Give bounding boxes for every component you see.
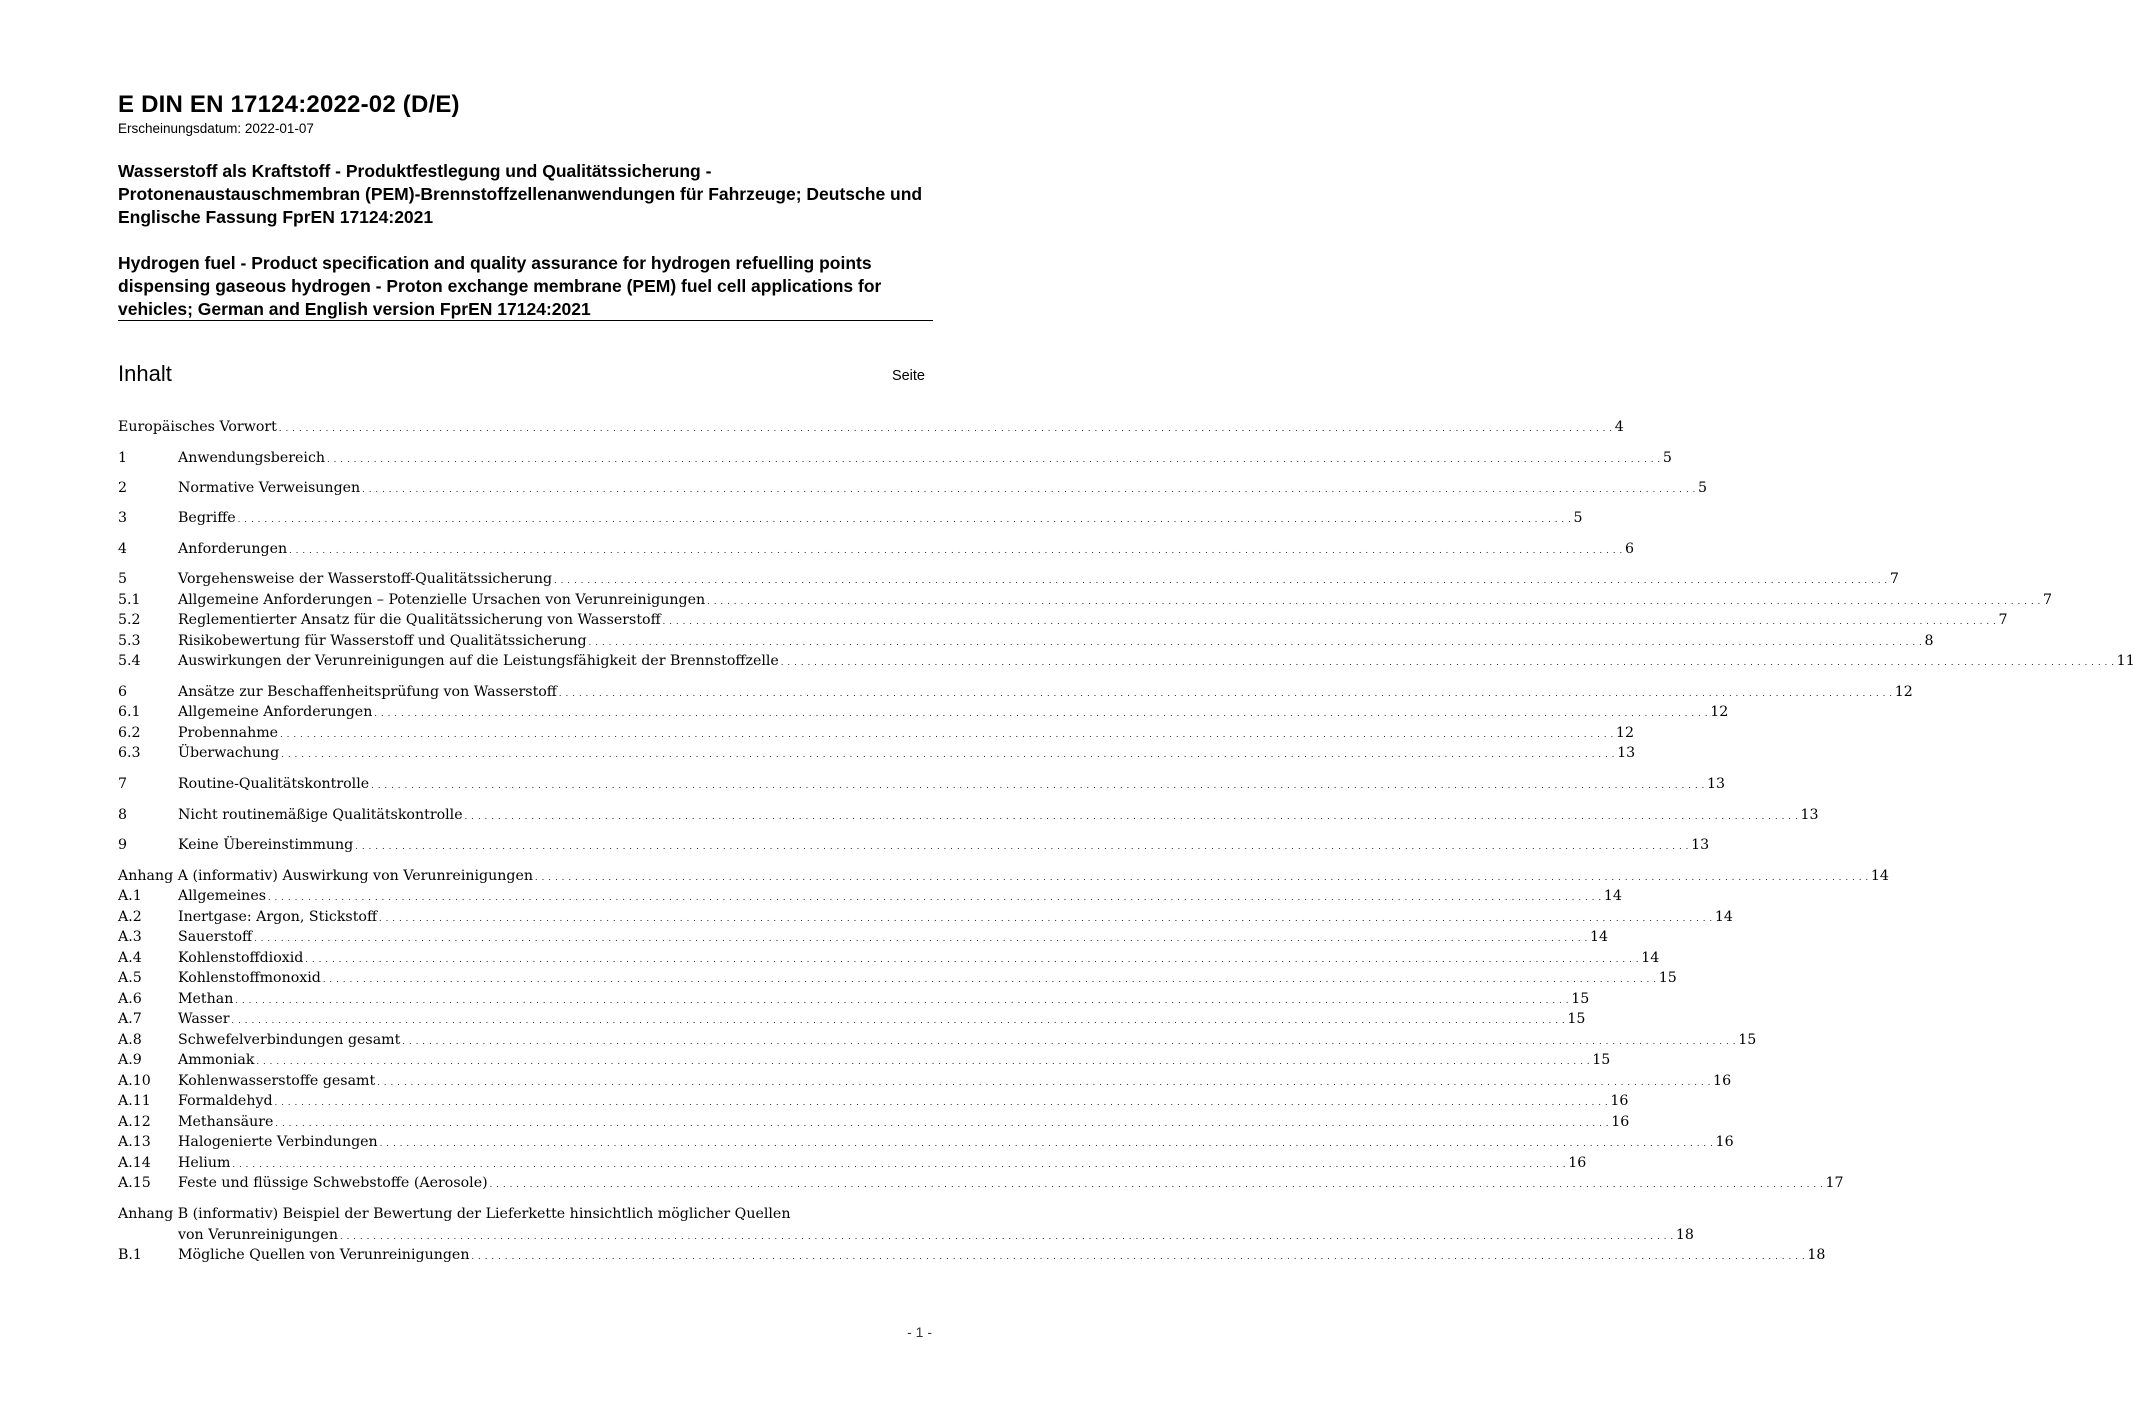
toc-entry-page: 8 (1924, 633, 1934, 649)
toc-entry-title: Allgemeines (178, 888, 266, 904)
toc-entry-page: 6 (1624, 541, 1634, 557)
toc-dot-leader: . . . . . . . . . . . . . . . . . . . . . . . . . . . . . . . . . . . . . . . . . . . . . . . . . . . . . . . . . . . . . . . . . . . . . . . . . . . . . . . . . . . . . . . . . . . . . . . . . . . . . . . . . . . . . . . . . . . . . . . . . . . . . . . . . . . . . . . . . . . . . . . . . . . . . . . . . . . . . . . . . . . . . . . . . . . . . . . . . . . . . . . . . . . . . . . . . . . . . . . . (780, 658, 2115, 667)
toc-dot-leader: . . . . . . . . . . . . . . . . . . . . . . . . . . . . . . . . . . . . . . . . . . . . . . . . . . . . . . . . . . . . . . . . . . . . . . . . . . . . . . . . . . . . . . . . . . . . . . . . . . . . . . . . . . . . . . . . . . . . . . . . . . . . . . . . . . . . . . . . . . . . . . . . . . . . . . . . . . . . . . . . . . . . . . . . . . . . . . . . . . . . . . . . . . . . . . . . . . . . . . . . (402, 1037, 1737, 1046)
toc-entry-title: Halogenierte Verbindungen (178, 1134, 378, 1150)
toc-entry-page: 5 (1662, 450, 1672, 466)
toc-entry-page: 14 (1870, 868, 1889, 884)
toc-entry-page: 16 (1713, 1073, 1732, 1089)
toc-entry-title: Allgemeine Anforderungen (178, 704, 373, 720)
toc-entry-page: 11 (2116, 653, 2135, 669)
toc-dot-leader: . . . . . . . . . . . . . . . . . . . . . . . . . . . . . . . . . . . . . . . . . . . . . . . . . . . . . . . . . . . . . . . . . . . . . . . . . . . . . . . . . . . . . . . . . . . . . . . . . . . . . . . . . . . . . . . . . . . . . . . . . . . . . . . . . . . . . . . . . . . . . . . . . . . . . . . . . . . . . . . . . . . . . . . . . . . . . . . . . . . . . . . . . . . . . . . . . . . . . . . . (535, 873, 1869, 882)
toc-entry-number: 4 (118, 541, 128, 557)
toc-entry-page: 5 (1573, 510, 1583, 526)
toc-entry-number: 1 (118, 450, 128, 466)
toc-entry-page: 13 (1691, 837, 1710, 853)
toc-entry-title: Reglementierter Ansatz für die Qualitätssicherung von Wasserstoff (178, 612, 661, 628)
toc-entry[interactable] (118, 448, 1672, 468)
toc-entry-number: A.15 (118, 1175, 151, 1191)
toc-entry-title: Überwachung (178, 745, 280, 761)
toc-entry[interactable] (118, 1132, 1734, 1152)
toc-entry[interactable] (118, 631, 1934, 651)
toc-entry-page: 15 (1658, 970, 1677, 986)
toc-entry-title: Ammoniak (178, 1052, 255, 1068)
toc-dot-leader: . . . . . . . . . . . . . . . . . . . . . . . . . . . . . . . . . . . . . . . . . . . . . . . . . . . . . . . . . . . . . . . . . . . . . . . . . . . . . . . . . . . . . . . . . . . . . . . . . . . . . . . . . . . . . . . . . . . . . . . . . . . . . . . . . . . . . . . . . . . . . . . . . . . . . . . . . . . . . . . . . . . . . . . . . . . . . . . . . . . . . . . . . . . . . . . . . . . . . . . . (254, 934, 1588, 943)
toc-dot-leader: . . . . . . . . . . . . . . . . . . . . . . . . . . . . . . . . . . . . . . . . . . . . . . . . . . . . . . . . . . . . . . . . . . . . . . . . . . . . . . . . . . . . . . . . . . . . . . . . . . . . . . . . . . . . . . . . . . . . . . . . . . . . . . . . . . . . . . . . . . . . . . . . . . . . . . . . . . . . . . . . . . . . . . . . . . . . . . . . . . . . . . . . . . . . . . . . . . . . . . . . (379, 914, 1713, 923)
toc-entry-title: Feste und flüssige Schwebstoffe (Aerosole) (178, 1175, 488, 1191)
toc-dot-leader: . . . . . . . . . . . . . . . . . . . . . . . . . . . . . . . . . . . . . . . . . . . . . . . . . . . . . . . . . . . . . . . . . . . . . . . . . . . . . . . . . . . . . . . . . . . . . . . . . . . . . . . . . . . . . . . . . . . . . . . . . . . . . . . . . . . . . . . . . . . . . . . . . . . . . . . . . . . . . . . . . . . . . . . . . . . . . . . . . . . . . . . . . . . . . . . . . . . . . . . . (662, 617, 1997, 626)
toc-entry-number: A.8 (118, 1032, 142, 1048)
toc-dot-leader: . . . . . . . . . . . . . . . . . . . . . . . . . . . . . . . . . . . . . . . . . . . . . . . . . . . . . . . . . . . . . . . . . . . . . . . . . . . . . . . . . . . . . . . . . . . . . . . . . . . . . . . . . . . . . . . . . . . . . . . . . . . . . . . . . . . . . . . . . . . . . . . . . . . . . . . . . . . . . . . . . . . . . . . . . . . . . . . . . . . . . . . . . . . . . . . . . . . . . . . . (362, 485, 1697, 494)
toc-entry-page: 15 (1592, 1052, 1611, 1068)
toc-dot-leader: . . . . . . . . . . . . . . . . . . . . . . . . . . . . . . . . . . . . . . . . . . . . . . . . . . . . . . . . . . . . . . . . . . . . . . . . . . . . . . . . . . . . . . . . . . . . . . . . . . . . . . . . . . . . . . . . . . . . . . . . . . . . . . . . . . . . . . . . . . . . . . . . . . . . . . . . . . . . . . . . . . . . . . . . . . . . . . . . . . . . . . . . . . . . . . . . . . . . . . . . (274, 1098, 1609, 1107)
toc-entry[interactable] (118, 989, 1590, 1009)
toc-dot-leader: . . . . . . . . . . . . . . . . . . . . . . . . . . . . . . . . . . . . . . . . . . . . . . . . . . . . . . . . . . . . . . . . . . . . . . . . . . . . . . . . . . . . . . . . . . . . . . . . . . . . . . . . . . . . . . . . . . . . . . . . . . . . . . . . . . . . . . . . . . . . . . . . . . . . . . . . . . . . . . . . . . . . . . . . . . . . . . . . . . . . . . . . . . . . . . . . . . . . . . . . (374, 709, 1709, 718)
toc-entry-title: Ansätze zur Beschaffenheitsprüfung von Wasserstoff (178, 684, 557, 700)
toc-entry-title: Risikobewertung für Wasserstoff und Qualitätssicherung (178, 633, 587, 649)
toc-entry-page: 14 (1589, 929, 1609, 945)
toc-entry[interactable] (118, 1245, 1826, 1265)
toc-entry[interactable] (118, 927, 1609, 947)
header-divider (118, 320, 933, 321)
toc-entry[interactable] (118, 774, 1726, 794)
toc-entry-title: Sauerstoff (178, 929, 253, 945)
toc-entry-number: 2 (118, 480, 128, 496)
toc-entry-number: 9 (118, 837, 128, 853)
toc-entry-title: Anwendungsbereich (178, 450, 326, 466)
toc-entry-number: B.1 (118, 1247, 142, 1263)
toc-dot-leader: . . . . . . . . . . . . . . . . . . . . . . . . . . . . . . . . . . . . . . . . . . . . . . . . . . . . . . . . . . . . . . . . . . . . . . . . . . . . . . . . . . . . . . . . . . . . . . . . . . . . . . . . . . . . . . . . . . . . . . . . . . . . . . . . . . . . . . . . . . . . . . . . . . . . . . . . . . . . . . . . . . . . . . . . . . . . . . . . . . . . . . . . . . . . . . . . . . . . . . . . (256, 1057, 1591, 1066)
toc-entry-title: Kohlenstoffdioxid (178, 950, 304, 966)
toc-entry[interactable] (118, 478, 1708, 498)
toc-dot-leader: . . . . . . . . . . . . . . . . . . . . . . . . . . . . . . . . . . . . . . . . . . . . . . . . . . . . . . . . . . . . . . . . . . . . . . . . . . . . . . . . . . . . . . . . . . . . . . . . . . . . . . . . . . . . . . . . . . . . . . . . . . . . . . . . . . . . . . . . . . . . . . . . . . . . . . . . . . . . . . . . . . . . . . . . . . . . . . . . . . . . . . . . . . . . . . . . . . . . . . . . (707, 597, 2041, 606)
toc-entry-title: Schwefelverbindungen gesamt (178, 1032, 401, 1048)
toc-entry-title: Methan (178, 991, 234, 1007)
toc-entry-title: Vorgehensweise der Wasserstoff-Qualitätssicherung (178, 571, 553, 587)
toc-entry[interactable] (118, 1204, 1694, 1246)
toc-page-column-label: Seite (891, 368, 925, 384)
toc-entry-title: Normative Verweisungen (178, 480, 361, 496)
toc-entry-title: Mögliche Quellen von Verunreinigungen (178, 1247, 470, 1263)
toc-dot-leader: . . . . . . . . . . . . . . . . . . . . . . . . . . . . . . . . . . . . . . . . . . . . . . . . . . . . . . . . . . . . . . . . . . . . . . . . . . . . . . . . . . . . . . . . . . . . . . . . . . . . . . . . . . . . . . . . . . . . . . . . . . . . . . . . . . . . . . . . . . . . . . . . . . . . . . . . . . . . . . . . . . . . . . . . . . . . . . . . . . . . . . . . . . . . . . . . . . . . . . . . (232, 1160, 1567, 1169)
toc-entry-number: A.4 (118, 950, 142, 966)
toc-entry[interactable] (118, 1091, 1629, 1111)
toc-entry-page: 18 (1675, 1227, 1694, 1243)
toc-dot-leader: . . . . . . . . . . . . . . . . . . . . . . . . . . . . . . . . . . . . . . . . . . . . . . . . . . . . . . . . . . . . . . . . . . . . . . . . . . . . . . . . . . . . . . . . . . . . . . . . . . . . . . . . . . . . . . . . . . . . . . . . . . . . . . . . . . . . . . . . . . . . . . . . . . . . . . . . . . . . . . . . . . . . . . . . . . . . . . . . . . . . . . . . . . . . . . . . . . . . . . . . (464, 812, 1799, 821)
toc-entry-title: Inertgase: Argon, Stickstoff (178, 909, 378, 925)
toc-entry-page: 7 (1889, 571, 1899, 587)
toc-entry-page: 17 (1825, 1175, 1844, 1191)
toc-entry[interactable] (118, 651, 2135, 671)
toc-entry-number: 3 (118, 510, 128, 526)
toc-entry-number: A.6 (118, 991, 142, 1007)
toc-dot-leader: . . . . . . . . . . . . . . . . . . . . . . . . . . . . . . . . . . . . . . . . . . . . . . . . . . . . . . . . . . . . . . . . . . . . . . . . . . . . . . . . . . . . . . . . . . . . . . . . . . . . . . . . . . . . . . . . . . . . . . . . . . . . . . . . . . . . . . . . . . . . . . . . . . . . . . . . . . . . . . . . . . . . . . . . . . . . . . . . . . . . . . . . . . . . . . . . . . . . . . . . (377, 1078, 1712, 1087)
toc-dot-leader: . . . . . . . . . . . . . . . . . . . . . . . . . . . . . . . . . . . . . . . . . . . . . . . . . . . . . . . . . . . . . . . . . . . . . . . . . . . . . . . . . . . . . . . . . . . . . . . . . . . . . . . . . . . . . . . . . . . . . . . . . . . . . . . . . . . . . . . . . . . . . . . . . . . . . . . . . . . . . . . . . . . . . . . . . . . . . . . . . . . . . . . . . . . . . . . . . . . . . . . . (588, 638, 1923, 647)
toc-entry-number: A.12 (118, 1114, 151, 1130)
toc-entry[interactable] (118, 1173, 1844, 1193)
toc-entry-number: 5.4 (118, 653, 141, 669)
toc-entry[interactable] (118, 702, 1729, 722)
toc-entry-number: 6 (118, 684, 128, 700)
toc-dot-leader: . . . . . . . . . . . . . . . . . . . . . . . . . . . . . . . . . . . . . . . . . . . . . . . . . . . . . . . . . . . . . . . . . . . . . . . . . . . . . . . . . . . . . . . . . . . . . . . . . . . . . . . . . . . . . . . . . . . . . . . . . . . . . . . . . . . . . . . . . . . . . . . . . . . . . . . . . . . . . . . . . . . . . . . . . . . . . . . . . . . . . . . . . . . . . . . . . . . . . . . . (471, 1252, 1806, 1261)
toc-entry-title: Allgemeine Anforderungen – Potenzielle Ursachen von Verunreinigungen (178, 592, 706, 608)
document-id: E DIN EN 17124:2022-02 (D/E) (118, 91, 460, 118)
toc-entry-page: 14 (1603, 888, 1622, 904)
toc-entry[interactable] (118, 805, 1819, 825)
toc-entry-page: 16 (1611, 1114, 1630, 1130)
toc-entry[interactable] (118, 1030, 1757, 1050)
toc-entry[interactable] (118, 886, 1622, 906)
title-german: Wasserstoff als Kraftstoff - Produktfestlegung und Qualitätssicherung - Protonenaustauschmembran (PEM)-Brennstoffzellenanwendungen für Fahrzeuge; Deutsche und Englische Fassung FprEN 17124:2021 (118, 161, 923, 227)
toc-entry[interactable] (118, 907, 1733, 927)
toc-dot-leader: . . . . . . . . . . . . . . . . . . . . . . . . . . . . . . . . . . . . . . . . . . . . . . . . . . . . . . . . . . . . . . . . . . . . . . . . . . . . . . . . . . . . . . . . . . . . . . . . . . . . . . . . . . . . . . . . . . . . . . . . . . . . . . . . . . . . . . . . . . . . . . . . . . . . . . . . . . . . . . . . . . . . . . . . . . . . . . . . . . . . . . . . . . . . . . . . . . . . . . . . (379, 1139, 1714, 1148)
toc-entry-number: A.7 (118, 1011, 142, 1027)
toc-entry-number: 7 (118, 776, 128, 792)
toc-entry[interactable] (118, 723, 1634, 743)
toc-entry-page: 5 (1698, 480, 1708, 496)
toc-dot-leader: . . . . . . . . . . . . . . . . . . . . . . . . . . . . . . . . . . . . . . . . . . . . . . . . . . . . . . . . . . . . . . . . . . . . . . . . . . . . . . . . . . . . . . . . . . . . . . . . . . . . . . . . . . . . . . . . . . . . . . . . . . . . . . . . . . . . . . . . . . . . . . . . . . . . . . . . . . . . . . . . . . . . . . . . . . . . . . . . . . . . . . . . . . . . . . . . . . . . . . . . (371, 781, 1705, 790)
toc-entry-page: 13 (1617, 745, 1636, 761)
toc-dot-leader: . . . . . . . . . . . . . . . . . . . . . . . . . . . . . . . . . . . . . . . . . . . . . . . . . . . . . . . . . . . . . . . . . . . . . . . . . . . . . . . . . . . . . . . . . . . . . . . . . . . . . . . . . . . . . . . . . . . . . . . . . . . . . . . . . . . . . . . . . . . . . . . . . . . . . . . . . . . . . . . . . . . . . . . . . . . . . . . . . . . . . . . . . . . . . . . . . . . . . . . . (322, 975, 1657, 984)
toc-entry-number: 5.1 (118, 592, 141, 608)
toc-dot-leader: . . . . . . . . . . . . . . . . . . . . . . . . . . . . . . . . . . . . . . . . . . . . . . . . . . . . . . . . . . . . . . . . . . . . . . . . . . . . . . . . . . . . . . . . . . . . . . . . . . . . . . . . . . . . . . . . . . . . . . . . . . . . . . . . . . . . . . . . . . . . . . . . . . . . . . . . . . . . . . . . . . . . . . . . . . . . . . . . . . . . . . . . . . . . . . . . . . . . . . . . (275, 1119, 1610, 1128)
toc-entry-number: 6.3 (118, 745, 141, 761)
toc-entry[interactable] (118, 866, 1889, 886)
toc-dot-leader: . . . . . . . . . . . . . . . . . . . . . . . . . . . . . . . . . . . . . . . . . . . . . . . . . . . . . . . . . . . . . . . . . . . . . . . . . . . . . . . . . . . . . . . . . . . . . . . . . . . . . . . . . . . . . . . . . . . . . . . . . . . . . . . . . . . . . . . . . . . . . . . . . . . . . . . . . . . . . . . . . . . . . . . . . . . . . . . . . . . . . . . . . . . . . . . . . . . . . . . . (289, 546, 1623, 555)
toc-entry-page: 16 (1715, 1134, 1734, 1150)
toc-entry-number: A.10 (118, 1073, 151, 1089)
toc-entry-page: 13 (1800, 807, 1819, 823)
toc-entry-page: 14 (1641, 950, 1660, 966)
toc-entry-number: 6.2 (118, 725, 141, 741)
toc-entry[interactable] (118, 1153, 1587, 1173)
page-number: - 1 - (907, 1324, 932, 1340)
toc-entry-title: Europäisches Vorwort (118, 419, 277, 435)
toc-entry-number: A.9 (118, 1052, 142, 1068)
toc-entry-number: 5.3 (118, 633, 141, 649)
publication-date: Erscheinungsdatum: 2022-01-07 (118, 121, 314, 136)
toc-dot-leader: . . . . . . . . . . . . . . . . . . . . . . . . . . . . . . . . . . . . . . . . . . . . . . . . . . . . . . . . . . . . . . . . . . . . . . . . . . . . . . . . . . . . . . . . . . . . . . . . . . . . . . . . . . . . . . . . . . . . . . . . . . . . . . . . . . . . . . . . . . . . . . . . . . . . . . . . . . . . . . . . . . . . . . . . . . . . . . . . . . . . . . . . . . . . . . . . . . . . . . . . (327, 455, 1661, 464)
toc-entry-title: Formaldehyd (178, 1093, 273, 1109)
toc-dot-leader: . . . . . . . . . . . . . . . . . . . . . . . . . . . . . . . . . . . . . . . . . . . . . . . . . . . . . . . . . . . . . . . . . . . . . . . . . . . . . . . . . . . . . . . . . . . . . . . . . . . . . . . . . . . . . . . . . . . . . . . . . . . . . . . . . . . . . . . . . . . . . . . . . . . . . . . . . . . . . . . . . . . . . . . . . . . . . . . . . . . . . . . . . . . . . . . . . . . . . . . . (268, 893, 1602, 902)
toc-entry[interactable] (118, 1112, 1630, 1132)
toc-entry[interactable] (118, 590, 2053, 610)
toc-entry-title: Keine Übereinstimmung (178, 837, 354, 853)
toc-entry-page: 13 (1707, 776, 1726, 792)
toc-entry-title: Probennahme (178, 725, 279, 741)
toc-entry[interactable] (118, 569, 1899, 589)
toc-entry-number: A.5 (118, 970, 142, 986)
toc-entry[interactable] (118, 682, 1913, 702)
toc-entry-title: Kohlenstoffmonoxid (178, 970, 321, 986)
toc-dot-leader: . . . . . . . . . . . . . . . . . . . . . . . . . . . . . . . . . . . . . . . . . . . . . . . . . . . . . . . . . . . . . . . . . . . . . . . . . . . . . . . . . . . . . . . . . . . . . . . . . . . . . . . . . . . . . . . . . . . . . . . . . . . . . . . . . . . . . . . . . . . . . . . . . . . . . . . . . . . . . . . . . . . . . . . . . . . . . . . . . . . . . . . . . . . . . . . . . . . . . . . . (231, 1016, 1566, 1025)
toc-entry-number: A.3 (118, 929, 142, 945)
toc-entry[interactable] (118, 508, 1583, 528)
toc-entry-number: A.2 (118, 909, 142, 925)
toc-dot-leader: . . . . . . . . . . . . . . . . . . . . . . . . . . . . . . . . . . . . . . . . . . . . . . . . . . . . . . . . . . . . . . . . . . . . . . . . . . . . . . . . . . . . . . . . . . . . . . . . . . . . . . . . . . . . . . . . . . . . . . . . . . . . . . . . . . . . . . . . . . . . . . . . . . . . . . . . . . . . . . . . . . . . . . . . . . . . . . . . . . . . . . . . . . . . . . . . . . . . . . . . (489, 1180, 1824, 1189)
title-english: Hydrogen fuel - Product specification and quality assurance for hydrogen refuelling points dispensing gaseous hydrogen - Proton exchange membrane (PEM) fuel cell applications for vehicles; German and English version FprEN 17124:2021 (118, 253, 882, 319)
toc-dot-leader: . . . . . . . . . . . . . . . . . . . . . . . . . . . . . . . . . . . . . . . . . . . . . . . . . . . . . . . . . . . . . . . . . . . . . . . . . . . . . . . . . . . . . . . . . . . . . . . . . . . . . . . . . . . . . . . . . . . . . . . . . . . . . . . . . . . . . . . . . . . . . . . . . . . . . . . . . . . . . . . . . . . . . . . . . . . . . . . . . . . . . . . . . . . . . . . . . . . . . . . . (235, 996, 1570, 1005)
toc-entry-page: 15 (1571, 991, 1590, 1007)
toc-entry[interactable] (118, 1009, 1586, 1029)
toc-entry-page: 16 (1610, 1093, 1629, 1109)
toc-entry-number: A.1 (118, 888, 142, 904)
toc-dot-leader: . . . . . . . . . . . . . . . . . . . . . . . . . . . . . . . . . . . . . . . . . . . . . . . . . . . . . . . . . . . . . . . . . . . . . . . . . . . . . . . . . . . . . . . . . . . . . . . . . . . . . . . . . . . . . . . . . . . . . . . . . . . . . . . . . . . . . . . . . . . . . . . . . . . . . . . . . . . . . . . . . . . . . . . . . . . . . . . . . . . . . . . . . . . . . . . . . . . . . . . . (305, 955, 1640, 964)
toc-entry-title: Routine-Qualitätskontrolle (178, 776, 370, 792)
toc-entry-title: Anhang B (informativ) Beispiel der Bewertung der Lieferkette hinsichtlich möglicher Quellen (118, 1206, 791, 1222)
toc-entry-title: Nicht routinemäßige Qualitätskontrolle (178, 807, 463, 823)
toc-entry-page: 12 (1894, 684, 1913, 700)
toc-dot-leader: . . . . . . . . . . . . . . . . . . . . . . . . . . . . . . . . . . . . . . . . . . . . . . . . . . . . . . . . . . . . . . . . . . . . . . . . . . . . . . . . . . . . . . . . . . . . . . . . . . . . . . . . . . . . . . . . . . . . . . . . . . . . . . . . . . . . . . . . . . . . . . . . . . . . . . . . . . . . . . . . . . . . . . . . . . . . . . . . . . . . . . . . . . . . . . . . . . . . . . . . (355, 842, 1690, 851)
toc-dot-leader: . . . . . . . . . . . . . . . . . . . . . . . . . . . . . . . . . . . . . . . . . . . . . . . . . . . . . . . . . . . . . . . . . . . . . . . . . . . . . . . . . . . . . . . . . . . . . . . . . . . . . . . . . . . . . . . . . . . . . . . . . . . . . . . . . . . . . . . . . . . . . . . . . . . . . . . . . . . . . . . . . . . . . . . . . . . . . . . . . . . . . . . . . . . . . . . . . . . . . . . . (280, 730, 1614, 739)
toc-entry[interactable] (118, 1050, 1611, 1070)
toc-entry-page: 12 (1710, 704, 1729, 720)
toc-entry-title: Anforderungen (178, 541, 288, 557)
toc-entry-number: 5 (118, 571, 128, 587)
toc-dot-leader: . . . . . . . . . . . . . . . . . . . . . . . . . . . . . . . . . . . . . . . . . . . . . . . . . . . . . . . . . . . . . . . . . . . . . . . . . . . . . . . . . . . . . . . . . . . . . . . . . . . . . . . . . . . . . . . . . . . . . . . . . . . . . . . . . . . . . . . . . . . . . . . . . . . . . . . . . . . . . . . . . . . . . . . . . . . . . . . . . . . . . . . . . . . . . . . . . . . . . . . . (339, 1232, 1674, 1241)
toc-entry-title-continued: von Verunreinigungen (178, 1227, 338, 1243)
toc-entry-page: 15 (1738, 1032, 1757, 1048)
toc-dot-leader: . . . . . . . . . . . . . . . . . . . . . . . . . . . . . . . . . . . . . . . . . . . . . . . . . . . . . . . . . . . . . . . . . . . . . . . . . . . . . . . . . . . . . . . . . . . . . . . . . . . . . . . . . . . . . . . . . . . . . . . . . . . . . . . . . . . . . . . . . . . . . . . . . . . . . . . . . . . . . . . . . . . . . . . . . . . . . . . . . . . . . . . . . . . . . . . . . . . . . . . . (237, 515, 1572, 524)
toc-entry-title: Kohlenwasserstoffe gesamt (178, 1073, 376, 1089)
toc-entry-title: Auswirkungen der Verunreinigungen auf die Leistungsfähigkeit der Brennstoffzelle (178, 653, 779, 669)
toc-entry-title: Wasser (178, 1011, 230, 1027)
toc-entry-number: 5.2 (118, 612, 141, 628)
toc-entry[interactable] (118, 417, 1624, 437)
toc-dot-leader: . . . . . . . . . . . . . . . . . . . . . . . . . . . . . . . . . . . . . . . . . . . . . . . . . . . . . . . . . . . . . . . . . . . . . . . . . . . . . . . . . . . . . . . . . . . . . . . . . . . . . . . . . . . . . . . . . . . . . . . . . . . . . . . . . . . . . . . . . . . . . . . . . . . . . . . . . . . . . . . . . . . . . . . . . . . . . . . . . . . . . . . . . . . . . . . . . . . . . . . . (554, 576, 1888, 585)
toc-entry-page: 7 (2043, 592, 2053, 608)
toc-entry-title: Anhang A (informativ) Auswirkung von Verunreinigungen (118, 868, 534, 884)
toc-entry-page: 15 (1567, 1011, 1586, 1027)
toc-dot-leader: . . . . . . . . . . . . . . . . . . . . . . . . . . . . . . . . . . . . . . . . . . . . . . . . . . . . . . . . . . . . . . . . . . . . . . . . . . . . . . . . . . . . . . . . . . . . . . . . . . . . . . . . . . . . . . . . . . . . . . . . . . . . . . . . . . . . . . . . . . . . . . . . . . . . . . . . . . . . . . . . . . . . . . . . . . . . . . . . . . . . . . . . . . . . . . . . . . . . . . . . (281, 750, 1616, 759)
toc-entry[interactable] (118, 539, 1634, 559)
toc-entry-page: 4 (1614, 419, 1624, 435)
toc-entry-number: 6.1 (118, 704, 141, 720)
toc-entry-page: 7 (1998, 612, 2008, 628)
toc-entry[interactable] (118, 743, 1636, 763)
toc-entry-title: Begriffe (178, 510, 236, 526)
toc-entry[interactable] (118, 948, 1660, 968)
toc-entry-number: A.11 (118, 1093, 151, 1109)
toc-entry-page: 18 (1807, 1247, 1826, 1263)
toc-dot-leader: . . . . . . . . . . . . . . . . . . . . . . . . . . . . . . . . . . . . . . . . . . . . . . . . . . . . . . . . . . . . . . . . . . . . . . . . . . . . . . . . . . . . . . . . . . . . . . . . . . . . . . . . . . . . . . . . . . . . . . . . . . . . . . . . . . . . . . . . . . . . . . . . . . . . . . . . . . . . . . . . . . . . . . . . . . . . . . . . . . . . . . . . . . . . . . . . . . . . . . . . (278, 424, 1613, 433)
toc-entry-number: A.13 (118, 1134, 151, 1150)
toc-entry[interactable] (118, 835, 1710, 855)
toc-entry-title: Methansäure (178, 1114, 274, 1130)
toc-entry[interactable] (118, 610, 2008, 630)
toc-entry-number: A.14 (118, 1155, 151, 1171)
toc-entry[interactable] (118, 1071, 1732, 1091)
toc-heading: Inhalt (118, 361, 172, 386)
toc-dot-leader: . . . . . . . . . . . . . . . . . . . . . . . . . . . . . . . . . . . . . . . . . . . . . . . . . . . . . . . . . . . . . . . . . . . . . . . . . . . . . . . . . . . . . . . . . . . . . . . . . . . . . . . . . . . . . . . . . . . . . . . . . . . . . . . . . . . . . . . . . . . . . . . . . . . . . . . . . . . . . . . . . . . . . . . . . . . . . . . . . . . . . . . . . . . . . . . . . . . . . . . . (558, 689, 1893, 698)
toc-entry-page: 14 (1714, 909, 1733, 925)
toc-entry[interactable] (118, 968, 1677, 988)
toc-entry-title: Helium (178, 1155, 231, 1171)
toc-entry-page: 12 (1615, 725, 1634, 741)
toc-entry-page: 16 (1568, 1155, 1587, 1171)
toc-entry-number: 8 (118, 807, 128, 823)
